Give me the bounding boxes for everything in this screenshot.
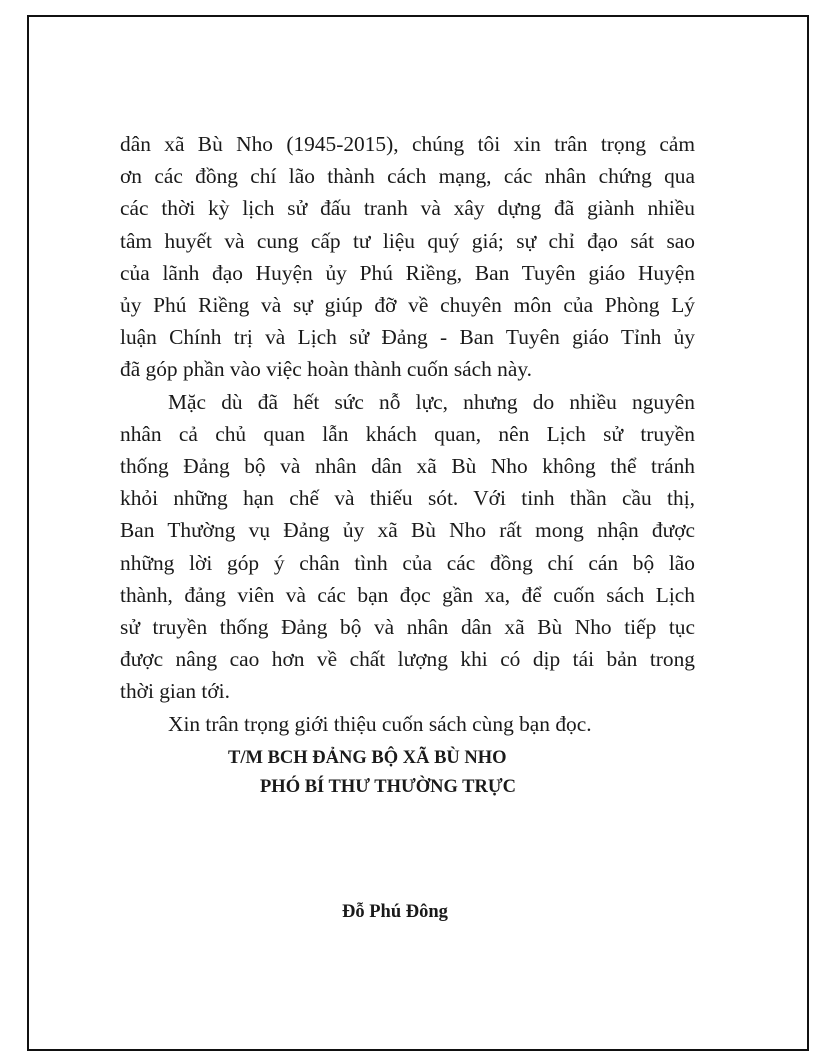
- text-line: dân xã Bù Nho (1945-2015), chúng tôi xin trân trọng cảm: [120, 132, 695, 156]
- text-line: khỏi những hạn chế và thiếu sót. Với tinh thần cầu thị,: [120, 486, 695, 511]
- signature-organization: T/M BCH ĐẢNG BỘ XÃ BÙ NHO: [228, 748, 507, 768]
- text-line: Mặc dù đã hết sức nỗ lực, nhưng do nhiều nguyên: [168, 389, 695, 414]
- paragraph: [120, 128, 695, 386]
- signatory-name: Đỗ Phú Đông: [342, 902, 448, 922]
- text-line: được nâng cao hơn về chất lượng khi có dịp tái bản trong: [120, 647, 695, 672]
- paragraph: [120, 708, 695, 740]
- text-line: sử truyền thống Đảng bộ và nhân dân xã Bù Nho tiếp tục: [120, 615, 695, 640]
- text-line: của lãnh đạo Huyện ủy Phú Riềng, Ban Tuyên giáo Huyện: [120, 260, 695, 285]
- text-line: thời gian tới.: [120, 679, 230, 704]
- text-line: tâm huyết và cung cấp tư liệu quý giá; sự chỉ đạo sát sao: [120, 228, 695, 253]
- signature-role: PHÓ BÍ THƯ THƯỜNG TRỰC: [260, 777, 516, 797]
- text-line: đã góp phần vào việc hoàn thành cuốn sách này.: [120, 357, 533, 382]
- text-line: nhân cả chủ quan lẫn khách quan, nên Lịch sử truyền: [120, 421, 695, 446]
- text-line: ủy Phú Riềng và sự giúp đỡ về chuyên môn của Phòng Lý: [120, 293, 695, 318]
- text-line: thống Đảng bộ và nhân dân xã Bù Nho không thể tránh: [120, 454, 695, 479]
- text-line: Xin trân trọng giới thiệu cuốn sách cùng bạn đọc.: [168, 711, 592, 736]
- text-line: các thời kỳ lịch sử đấu tranh và xây dựng đã giành nhiều: [120, 196, 695, 221]
- text-line: luận Chính trị và Lịch sử Đảng - Ban Tuyên giáo Tỉnh ủy: [120, 325, 695, 350]
- body-text: [120, 128, 695, 740]
- text-line: những lời góp ý chân tình của các đồng chí cán bộ lão: [120, 550, 695, 575]
- text-line: ơn các đồng chí lão thành cách mạng, các nhân chứng qua: [120, 164, 695, 189]
- text-line: thành, đảng viên và các bạn đọc gần xa, để cuốn sách Lịch: [120, 582, 695, 607]
- text-line: Ban Thường vụ Đảng ủy xã Bù Nho rất mong nhận được: [120, 518, 695, 543]
- paragraph: [120, 386, 695, 708]
